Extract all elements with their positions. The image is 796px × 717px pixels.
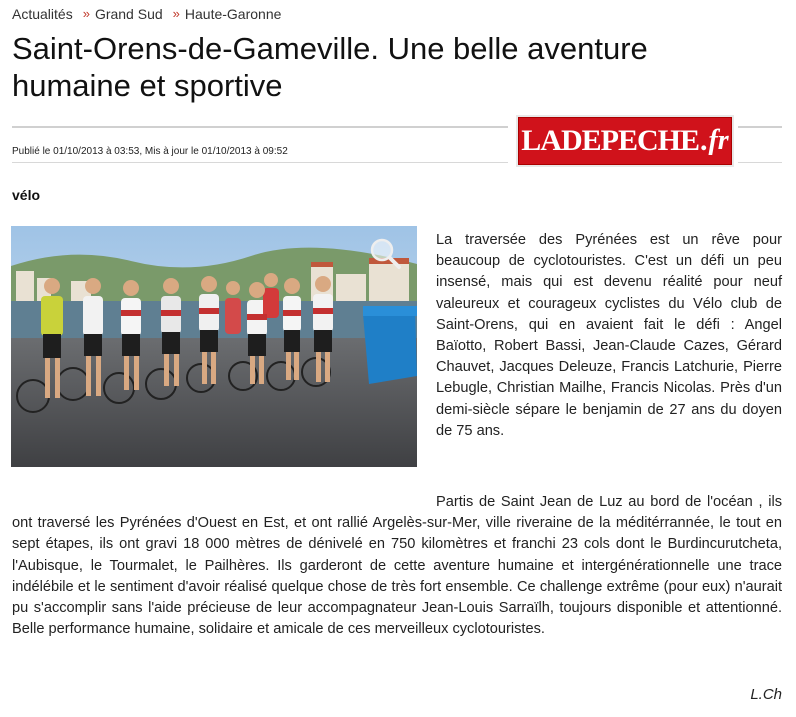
cyclists-photo-illustration (11, 226, 417, 467)
logo-suffix: fr (708, 125, 729, 156)
author-signature: L.Ch (750, 686, 782, 703)
breadcrumb-actualites[interactable]: Actualités (12, 6, 73, 22)
section-label: vélo (12, 187, 41, 203)
breadcrumb (12, 6, 281, 22)
logo-main: LADEPECHE (521, 124, 699, 157)
logo-dot: . (699, 124, 708, 157)
breadcrumb-separator: » (82, 6, 90, 21)
article-paragraph: La traversée des Pyrénées est un rêve pour beaucoup de cyclotouristes. C'est un défi un peu insensé, mais qui est devenu réalité pour neuf valeureux et courageux cyclistes du Vélo club de Saint-Orens, qui en avaient fait le défi : Angel Baïotto, Robert Bassi, Jean-Claude Cazes, Gérard Chauvet, Jacques Deleuze, Francis Latchurie, Pierre Lebugle, Christian Mailhe, Francis Nicolas. Près d'un demi-siècle sépare le benjamin de 27 ans du doyen de 75 ans. (436, 232, 782, 439)
article-paragraph: Partis de Saint Jean de Luz au bord de l'océan , ils ont traversé les Pyrénées d'Ouest en Est, et ont rallié Argelès-sur-Mer, ville riveraine de la méditérrannée, le tout en sept étapes, ils ont gravi 18 000 mètres de dénivelé en 750 kilomètres et franchi 23 cols dont le Burdincurutcheta, l'Aubisque, le Tourmalet, le Pailhères. Ils garderont de cette aventure humaine et intergénérationnelle une trace indélébile et le sentiment d'avoir réalisé quelque chose de très fort ensemble. Ce challenge extrême (pour eux) n'aurait pu s'accomplir sans l'aide précieuse de leur accompagnateur Jean-Louis Sarraïlh, toujours disponible et attentionné. Belle performance humaine, solidaire et amicale de ces merveilleux cyclotouristes. (12, 494, 782, 638)
article-title: Saint-Orens-de-Gameville. Une belle aventure humaine et sportive (12, 31, 648, 103)
breadcrumb-grand-sud[interactable]: Grand Sud (94, 6, 163, 22)
article-photo[interactable] (11, 226, 417, 467)
divider (12, 162, 508, 163)
ladepeche-logo[interactable] (518, 117, 732, 165)
divider (738, 126, 782, 128)
divider (738, 162, 782, 163)
breadcrumb-separator: » (172, 6, 180, 21)
publication-dates: Publié le 01/10/2013 à 03:53, Mis à jour le 01/10/2013 à 09:52 (12, 146, 288, 157)
divider (12, 126, 508, 128)
breadcrumb-haute-garonne[interactable]: Haute-Garonne (184, 6, 282, 22)
